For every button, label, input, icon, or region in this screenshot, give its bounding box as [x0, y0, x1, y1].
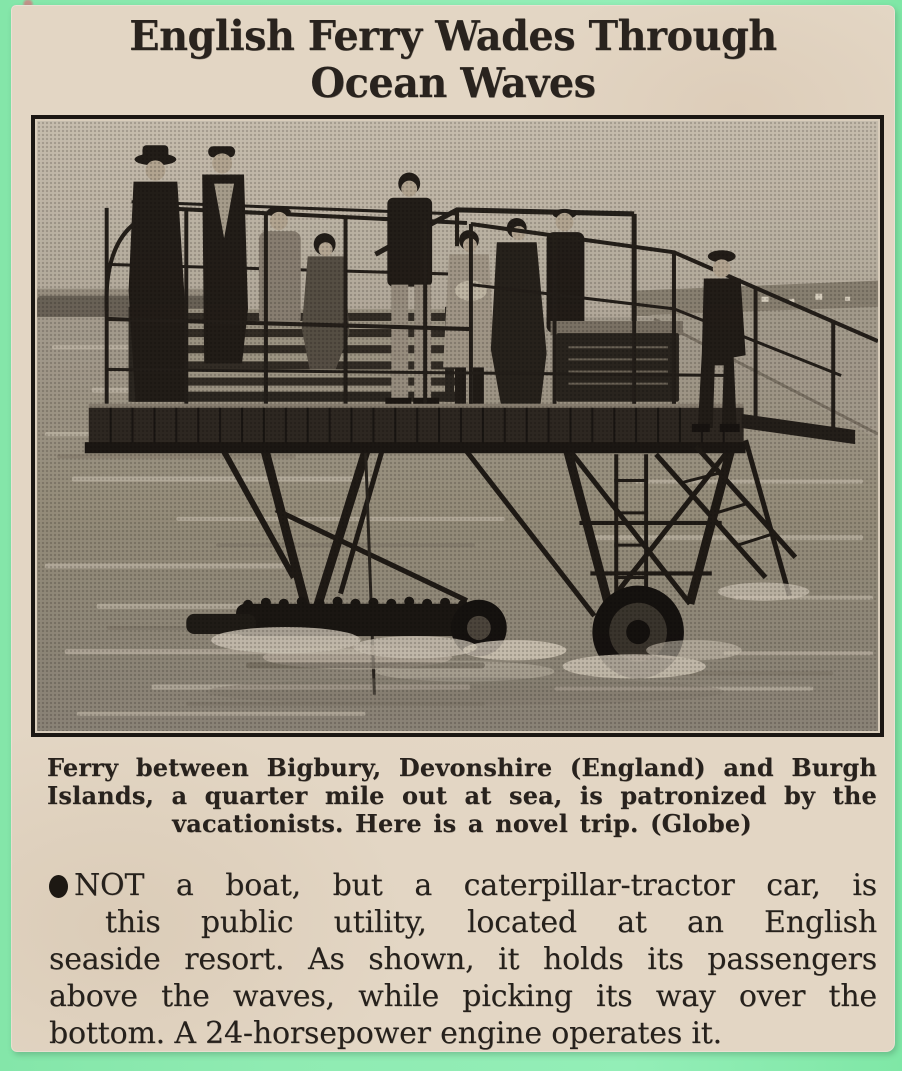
- article-line-2: this public utility, located at an English: [105, 905, 877, 940]
- bullet-icon: [49, 875, 68, 898]
- ferry-photo: [37, 121, 878, 731]
- newspaper-clipping: [11, 5, 895, 1052]
- article-line-1: [49, 867, 877, 904]
- article-line-5: bottom. A 24-horsepower engine operates it.: [49, 1016, 722, 1051]
- caption-line-3: vacationists. Here is a novel trip. (Globe): [172, 809, 752, 838]
- headline: [24, 13, 881, 107]
- photo-frame: [31, 115, 884, 737]
- headline-line-2: Ocean Waves: [310, 59, 596, 107]
- article-text: [49, 867, 877, 1052]
- headline-line-1: English Ferry Wades Through: [129, 12, 777, 60]
- platform-deck: [85, 404, 746, 453]
- article-line-1-text: NOT a boat, but a caterpillar-tractor car, is: [74, 868, 877, 903]
- article-line-3: seaside resort. As shown, it holds its passengers: [49, 942, 877, 977]
- photo-caption: [47, 754, 877, 838]
- caption-line-1: Ferry between Bigbury, Devonshire (England) and Burgh: [47, 753, 877, 782]
- article-line-4: above the waves, while picking its way over the: [49, 979, 877, 1014]
- caption-line-2: Islands, a quarter mile out at sea, is patronized by the: [47, 781, 877, 810]
- ferry-photo-illustration: [37, 121, 878, 731]
- engine-box: [551, 321, 683, 402]
